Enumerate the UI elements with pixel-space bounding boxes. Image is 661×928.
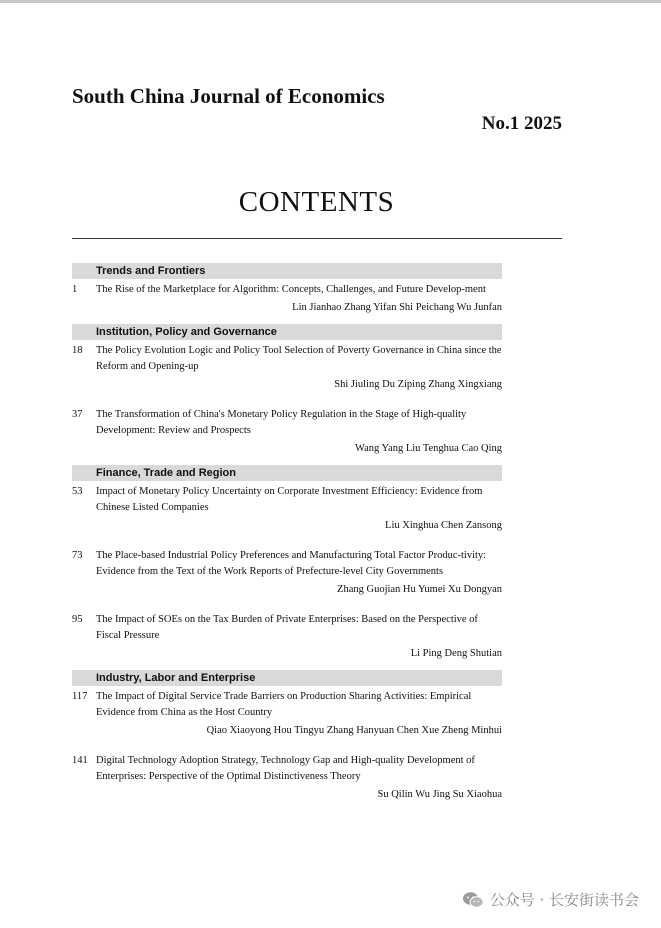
wechat-icon [462, 891, 484, 909]
toc-entry[interactable] [72, 343, 502, 393]
article-title: The Rise of the Marketplace for Algorithm: Concepts, Challenges, and Future Develop-ment [96, 284, 486, 295]
toc-entry[interactable] [72, 407, 502, 457]
page-number: 18 [72, 345, 83, 356]
toc-section [72, 263, 502, 316]
issue-number: No.1 2025 [481, 113, 562, 134]
toc-section [72, 324, 502, 457]
article-authors: Su Qilin Wu Jing Su Xiaohua [377, 789, 502, 800]
top-border [0, 0, 661, 3]
article-title: The Place-based Industrial Policy Preferences and Manufacturing Total Factor Produc-tivity: Evidence from the Text of the Work Reports of Prefecture-level City Governments [96, 550, 487, 577]
toc-entry[interactable] [72, 612, 502, 662]
section-heading: Trends and Frontiers [72, 263, 502, 279]
toc-entry[interactable] [72, 282, 502, 316]
section-heading: Finance, Trade and Region [72, 465, 502, 481]
page-number: 141 [72, 755, 88, 766]
section-heading: Institution, Policy and Governance [72, 324, 502, 340]
article-authors: Liu Xinghua Chen Zansong [385, 520, 502, 531]
table-of-contents [72, 263, 502, 811]
article-title: Digital Technology Adoption Strategy, Technology Gap and High-quality Development of Enterprises: Perspective of the Optimal Distinctiveness Theory [96, 755, 475, 782]
heading-divider [72, 238, 562, 239]
contents-heading: CONTENTS [238, 186, 395, 218]
journal-title: South China Journal of Economics [72, 84, 385, 108]
article-title: Impact of Monetary Policy Uncertainty on Corporate Investment Efficiency: Evidence from Chinese Listed Companies [96, 486, 483, 513]
article-authors: Qiao Xiaoyong Hou Tingyu Zhang Hanyuan Chen Xue Zheng Minhui [206, 725, 502, 736]
watermark [462, 889, 639, 910]
section-heading: Industry, Labor and Enterprise [72, 670, 502, 686]
article-title: The Impact of SOEs on the Tax Burden of Private Enterprises: Based on the Perspective of Fiscal Pressure [96, 614, 478, 641]
article-title: The Transformation of China's Monetary Policy Regulation in the Stage of High-quality Development: Review and Prospects [96, 409, 467, 436]
toc-entry[interactable] [72, 689, 502, 739]
page-number: 73 [72, 550, 83, 561]
article-authors: Lin Jianhao Zhang Yifan Shi Peichang Wu Junfan [292, 302, 502, 313]
page-number: 1 [72, 284, 78, 295]
toc-entry[interactable] [72, 548, 502, 598]
toc-entry[interactable] [72, 484, 502, 534]
toc-entry[interactable] [72, 753, 502, 803]
page-number: 37 [72, 409, 83, 420]
page-number: 53 [72, 486, 83, 497]
article-title: The Policy Evolution Logic and Policy Tool Selection of Poverty Governance in China since the Reform and Opening-up [96, 345, 502, 372]
article-authors: Zhang Guojian Hu Yumei Xu Dongyan [337, 584, 502, 595]
article-authors: Shi Jiuling Du Ziping Zhang Xingxiang [334, 379, 502, 390]
watermark-text: 公众号 · 长安街读书会 [489, 891, 639, 909]
toc-section [72, 670, 502, 803]
article-title: The Impact of Digital Service Trade Barriers on Production Sharing Activities: Empirical Evidence from China as the Host Country [96, 691, 472, 718]
page-number: 117 [72, 691, 88, 702]
toc-section [72, 465, 502, 662]
article-authors: Wang Yang Liu Tenghua Cao Qing [355, 443, 502, 454]
article-authors: Li Ping Deng Shutian [410, 648, 502, 659]
page-number: 95 [72, 614, 83, 625]
